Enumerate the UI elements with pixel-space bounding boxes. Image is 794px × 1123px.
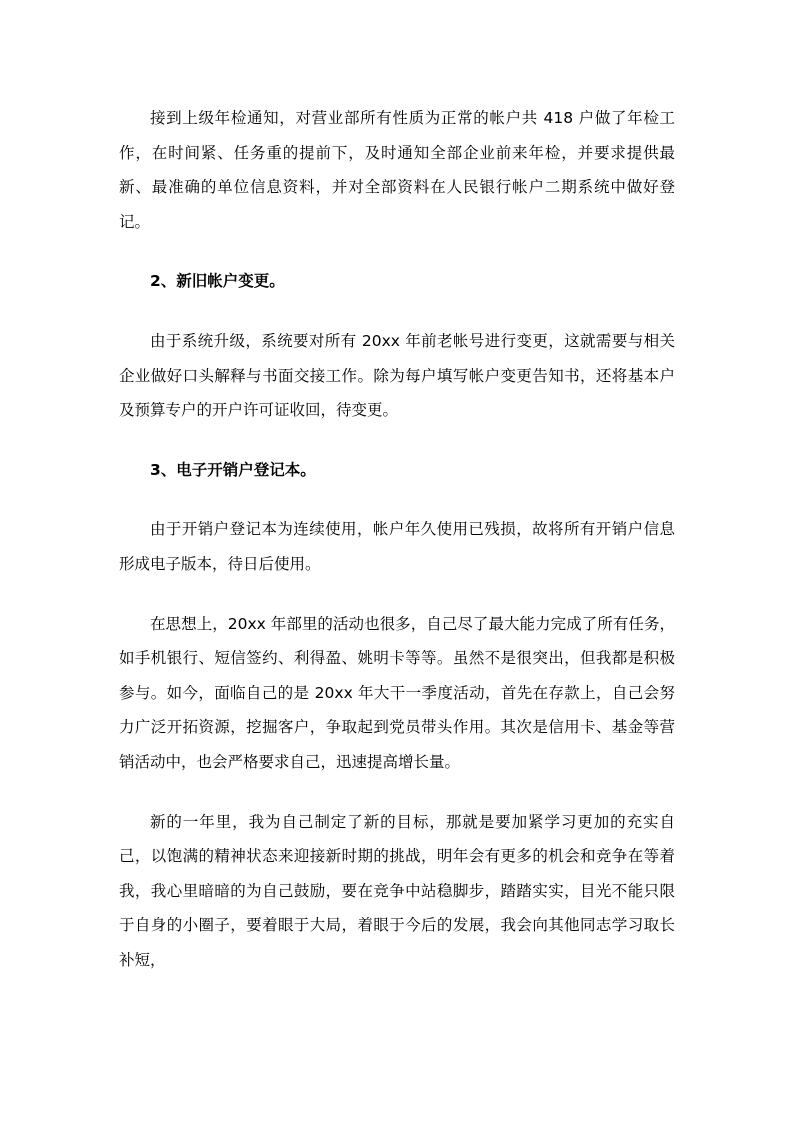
paragraph-ideology: 在思想上，20xx 年部里的活动也很多，自己尽了最大能力完成了所有任务，如手机银行、短信签约、利得盈、姚明卡等等。虽然不是很突出，但我都是积极参与。如今，面临自己的是 20xx 年大干一季度活动，首先在存款上，自己会努力广泛开拓资源，挖掘客户，争取起到党员带头作用。其次是信用卡、基金等营销活动中，也会严格要求自己，迅速提高增长量。 — [119, 614, 675, 771]
paragraph-electronic-register: 由于开销户登记本为连续使用，帐户年久使用已残损，故将所有开销户信息形成电子版本，待日后使用。 — [119, 520, 675, 573]
paragraph-new-year-goals: 新的一年里，我为自己制定了新的目标，那就是要加紧学习更加的充实自己，以饱满的精神状态来迎接新时期的挑战，明年会有更多的机会和竞争在等着我，我心里暗暗的为自己鼓励，要在竞争中站稳脚步，踏踏实实，目光不能只限于自身的小圈子，要着眼于大局，着眼于今后的发展，我会向其他同志学习取长补短， — [119, 812, 675, 969]
paragraph-account-change: 由于系统升级，系统要对所有 20xx 年前老帐号进行变更，这就需要与相关企业做好口头解释与书面交接工作。除为每户填写帐户变更告知书，还将基本户及预算专户的开户许可证收回，待变更。 — [119, 331, 675, 420]
document-body — [119, 101, 675, 1002]
heading-account-change: 2、新旧帐户变更。 — [150, 272, 285, 291]
heading-electronic-register: 3、电子开销户登记本。 — [150, 460, 316, 479]
paragraph-annual-inspection: 接到上级年检通知，对营业部所有性质为正常的帐户共 418 户做了年检工作，在时间紧、任务重的提前下，及时通知全部企业前来年检，并要求提供最新、最准确的单位信息资料，并对全部资料在人民银行帐户二期系统中做好登记。 — [119, 109, 675, 231]
